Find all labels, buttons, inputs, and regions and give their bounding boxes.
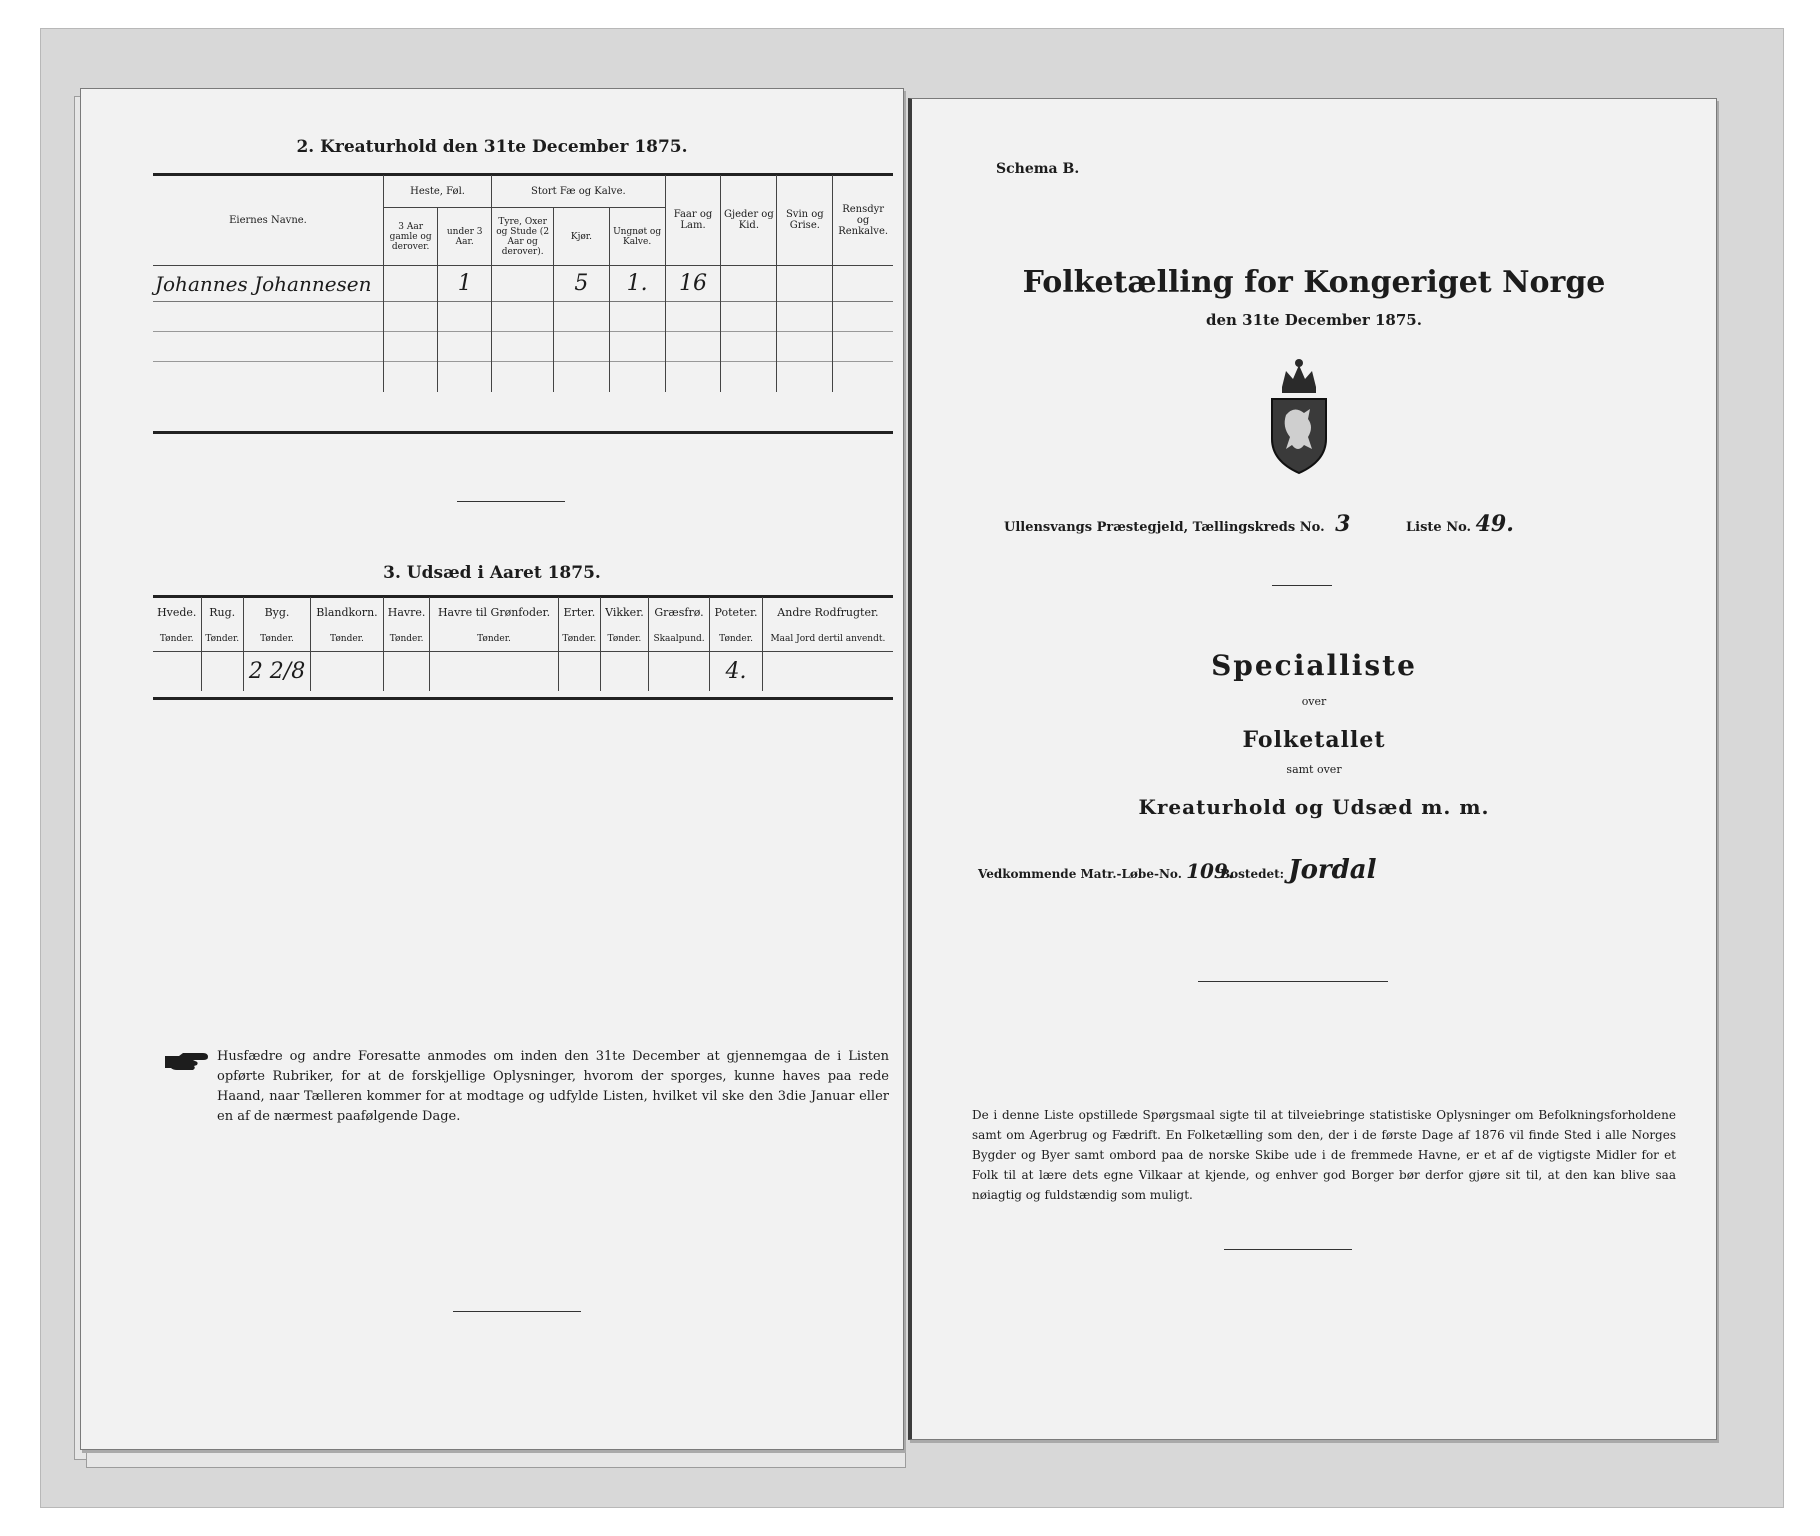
bosted-name: Jordal bbox=[1288, 855, 1377, 885]
bosted-label: Bostedet: bbox=[1220, 867, 1285, 881]
udsaed-unit-2: Tønder. bbox=[243, 627, 310, 651]
matr-line bbox=[978, 859, 1235, 883]
udsaed-header-6: Erter. bbox=[558, 597, 600, 627]
section3-title: 3. Udsæd i Aaret 1875. bbox=[383, 563, 601, 583]
udsaed-header-1: Rug. bbox=[201, 597, 243, 627]
bottom-divider bbox=[453, 1311, 581, 1312]
liste-line bbox=[1406, 511, 1514, 537]
udsaed-unit-5: Tønder. bbox=[430, 627, 558, 651]
udsaed-header-2: Byg. bbox=[243, 597, 310, 627]
udsaed-unit-8: Skaalpund. bbox=[648, 627, 710, 651]
district-prefix: Ullensvangs Præstegjeld, Tællingskreds No. bbox=[1004, 520, 1325, 535]
udsaed-unit-6: Tønder. bbox=[558, 627, 600, 651]
col-ungnot: Ungnøt og Kalve. bbox=[609, 208, 665, 266]
udsaed-unit-0: Tønder. bbox=[153, 627, 201, 651]
folketallet-text: Folketallet bbox=[1242, 727, 1386, 753]
udsaed-bottom-rule bbox=[153, 697, 893, 700]
udsaed-value-10 bbox=[762, 651, 893, 691]
udsaed-value-1 bbox=[201, 651, 243, 691]
udsaed-value-8 bbox=[648, 651, 710, 691]
matr-label: Vedkommende Matr.-Løbe-No. bbox=[978, 867, 1182, 881]
udsaed-header-8: Græsfrø. bbox=[648, 597, 710, 627]
schema-label: Schema B. bbox=[996, 161, 1080, 177]
udsaed-value-3 bbox=[311, 651, 384, 691]
matr-number: 109. bbox=[1186, 859, 1235, 883]
footer-text: De i denne Liste opstillede Spørgsmaal sigte til at tilveiebringe statistiske Oplysninger om Befolkningsforholdene samt om Agerbrug og Fædrift. En Folketælling som den, der i de første Dage af 1876 vil finde Sted i alle Norges Bygder og Byer samt ombord paa de norske Skibe ude i de fremmede Havne, er et af de vigtigste Midler for et Folk til at lære dets egne Vilkaar at kjende, og enhver god Borger bør derfor gjøre sit til, at den kan blive saa nøiagtig og fuldstændig som muligt. bbox=[972, 1108, 1676, 1202]
udsaed-value-0 bbox=[153, 651, 201, 691]
udsaed-header-4: Havre. bbox=[383, 597, 430, 627]
col-heste-under3: under 3 Aar. bbox=[438, 208, 492, 266]
divider bbox=[457, 501, 565, 502]
udsaed-value-4 bbox=[383, 651, 430, 691]
kreds-number: 3 bbox=[1335, 511, 1351, 537]
udsaed-table bbox=[153, 597, 893, 691]
kreatur-table bbox=[153, 175, 893, 392]
col-tyre: Tyre, Oxer og Stude (2 Aar og derover). bbox=[492, 208, 554, 266]
udsaed-header-0: Hvede. bbox=[153, 597, 201, 627]
col-stort-fae: Stort Fæ og Kalve. bbox=[492, 175, 666, 208]
udsaed-unit-3: Tønder. bbox=[311, 627, 384, 651]
samt-over-text: samt over bbox=[1286, 763, 1342, 776]
col-heste: Heste, Føl. bbox=[383, 175, 491, 208]
udsaed-header-9: Poteter. bbox=[710, 597, 763, 627]
heste-under3-value: 1 bbox=[438, 266, 492, 302]
liste-label: Liste No. bbox=[1406, 520, 1472, 535]
bottom-divider bbox=[1224, 1249, 1352, 1250]
over-text: over bbox=[1301, 695, 1327, 708]
bosted-line bbox=[1220, 855, 1377, 885]
col-heste-3aar: 3 Aar gamle og derover. bbox=[383, 208, 437, 266]
udsaed-unit-1: Tønder. bbox=[201, 627, 243, 651]
liste-number: 49. bbox=[1475, 511, 1514, 537]
udsaed-header-10: Andre Rodfrugter. bbox=[762, 597, 893, 627]
col-faar: Faar og Lam. bbox=[665, 175, 721, 266]
census-title: Folketælling for Kongeriget Norge bbox=[1022, 265, 1606, 300]
notice-text: Husfædre og andre Foresatte anmodes om inden den 31te December at gjennemgaa de i Listen opførte Rubriker, for at de forskjellige Oplysninger, hvorom der sporges, kunne haves paa rede Haand, naar Tælleren kommer for at modtage og udfylde Listen, hvilket vil ske den 3die Januar eller en af de nærmest paafølgende Dage. bbox=[217, 1049, 889, 1124]
udsaed-value-7 bbox=[601, 651, 649, 691]
owner-name: Johannes Johannesen bbox=[153, 266, 383, 302]
table-bottom-rule bbox=[153, 431, 893, 434]
kjor-value: 5 bbox=[554, 266, 609, 302]
census-subtitle: den 31te December 1875. bbox=[1206, 311, 1422, 329]
udsaed-value-5 bbox=[430, 651, 558, 691]
col-gjeder: Gjeder og Kid. bbox=[721, 175, 777, 266]
coat-of-arms-icon bbox=[1264, 357, 1334, 475]
divider bbox=[1272, 585, 1332, 586]
col-owner: Eiernes Navne. bbox=[153, 175, 383, 266]
ungnot-value: 1. bbox=[609, 266, 665, 302]
udsaed-unit-10: Maal Jord dertil anvendt. bbox=[762, 627, 893, 651]
udsaed-unit-4: Tønder. bbox=[383, 627, 430, 651]
district-line bbox=[1004, 511, 1350, 537]
pointing-hand-icon bbox=[163, 1051, 209, 1073]
udsaed-value-2: 2 2/8 bbox=[243, 651, 310, 691]
col-kjor: Kjør. bbox=[554, 208, 609, 266]
kreaturhold-text: Kreaturhold og Udsæd m. m. bbox=[1138, 795, 1490, 819]
udsaed-unit-9: Tønder. bbox=[710, 627, 763, 651]
specialliste-title: Specialliste bbox=[1211, 649, 1417, 682]
left-page bbox=[80, 88, 904, 1450]
udsaed-header-5: Havre til Grønfoder. bbox=[430, 597, 558, 627]
divider bbox=[1198, 981, 1388, 982]
udsaed-value-6 bbox=[558, 651, 600, 691]
udsaed-unit-7: Tønder. bbox=[601, 627, 649, 651]
udsaed-value-9: 4. bbox=[710, 651, 763, 691]
section2-title: 2. Kreaturhold den 31te December 1875. bbox=[296, 137, 688, 157]
udsaed-header-3: Blandkorn. bbox=[311, 597, 384, 627]
col-svin: Svin og Grise. bbox=[777, 175, 833, 266]
right-page bbox=[908, 98, 1717, 1440]
col-rensdyr: Rensdyr og Renkalve. bbox=[833, 175, 893, 266]
udsaed-header-7: Vikker. bbox=[601, 597, 649, 627]
faar-value: 16 bbox=[665, 266, 721, 302]
